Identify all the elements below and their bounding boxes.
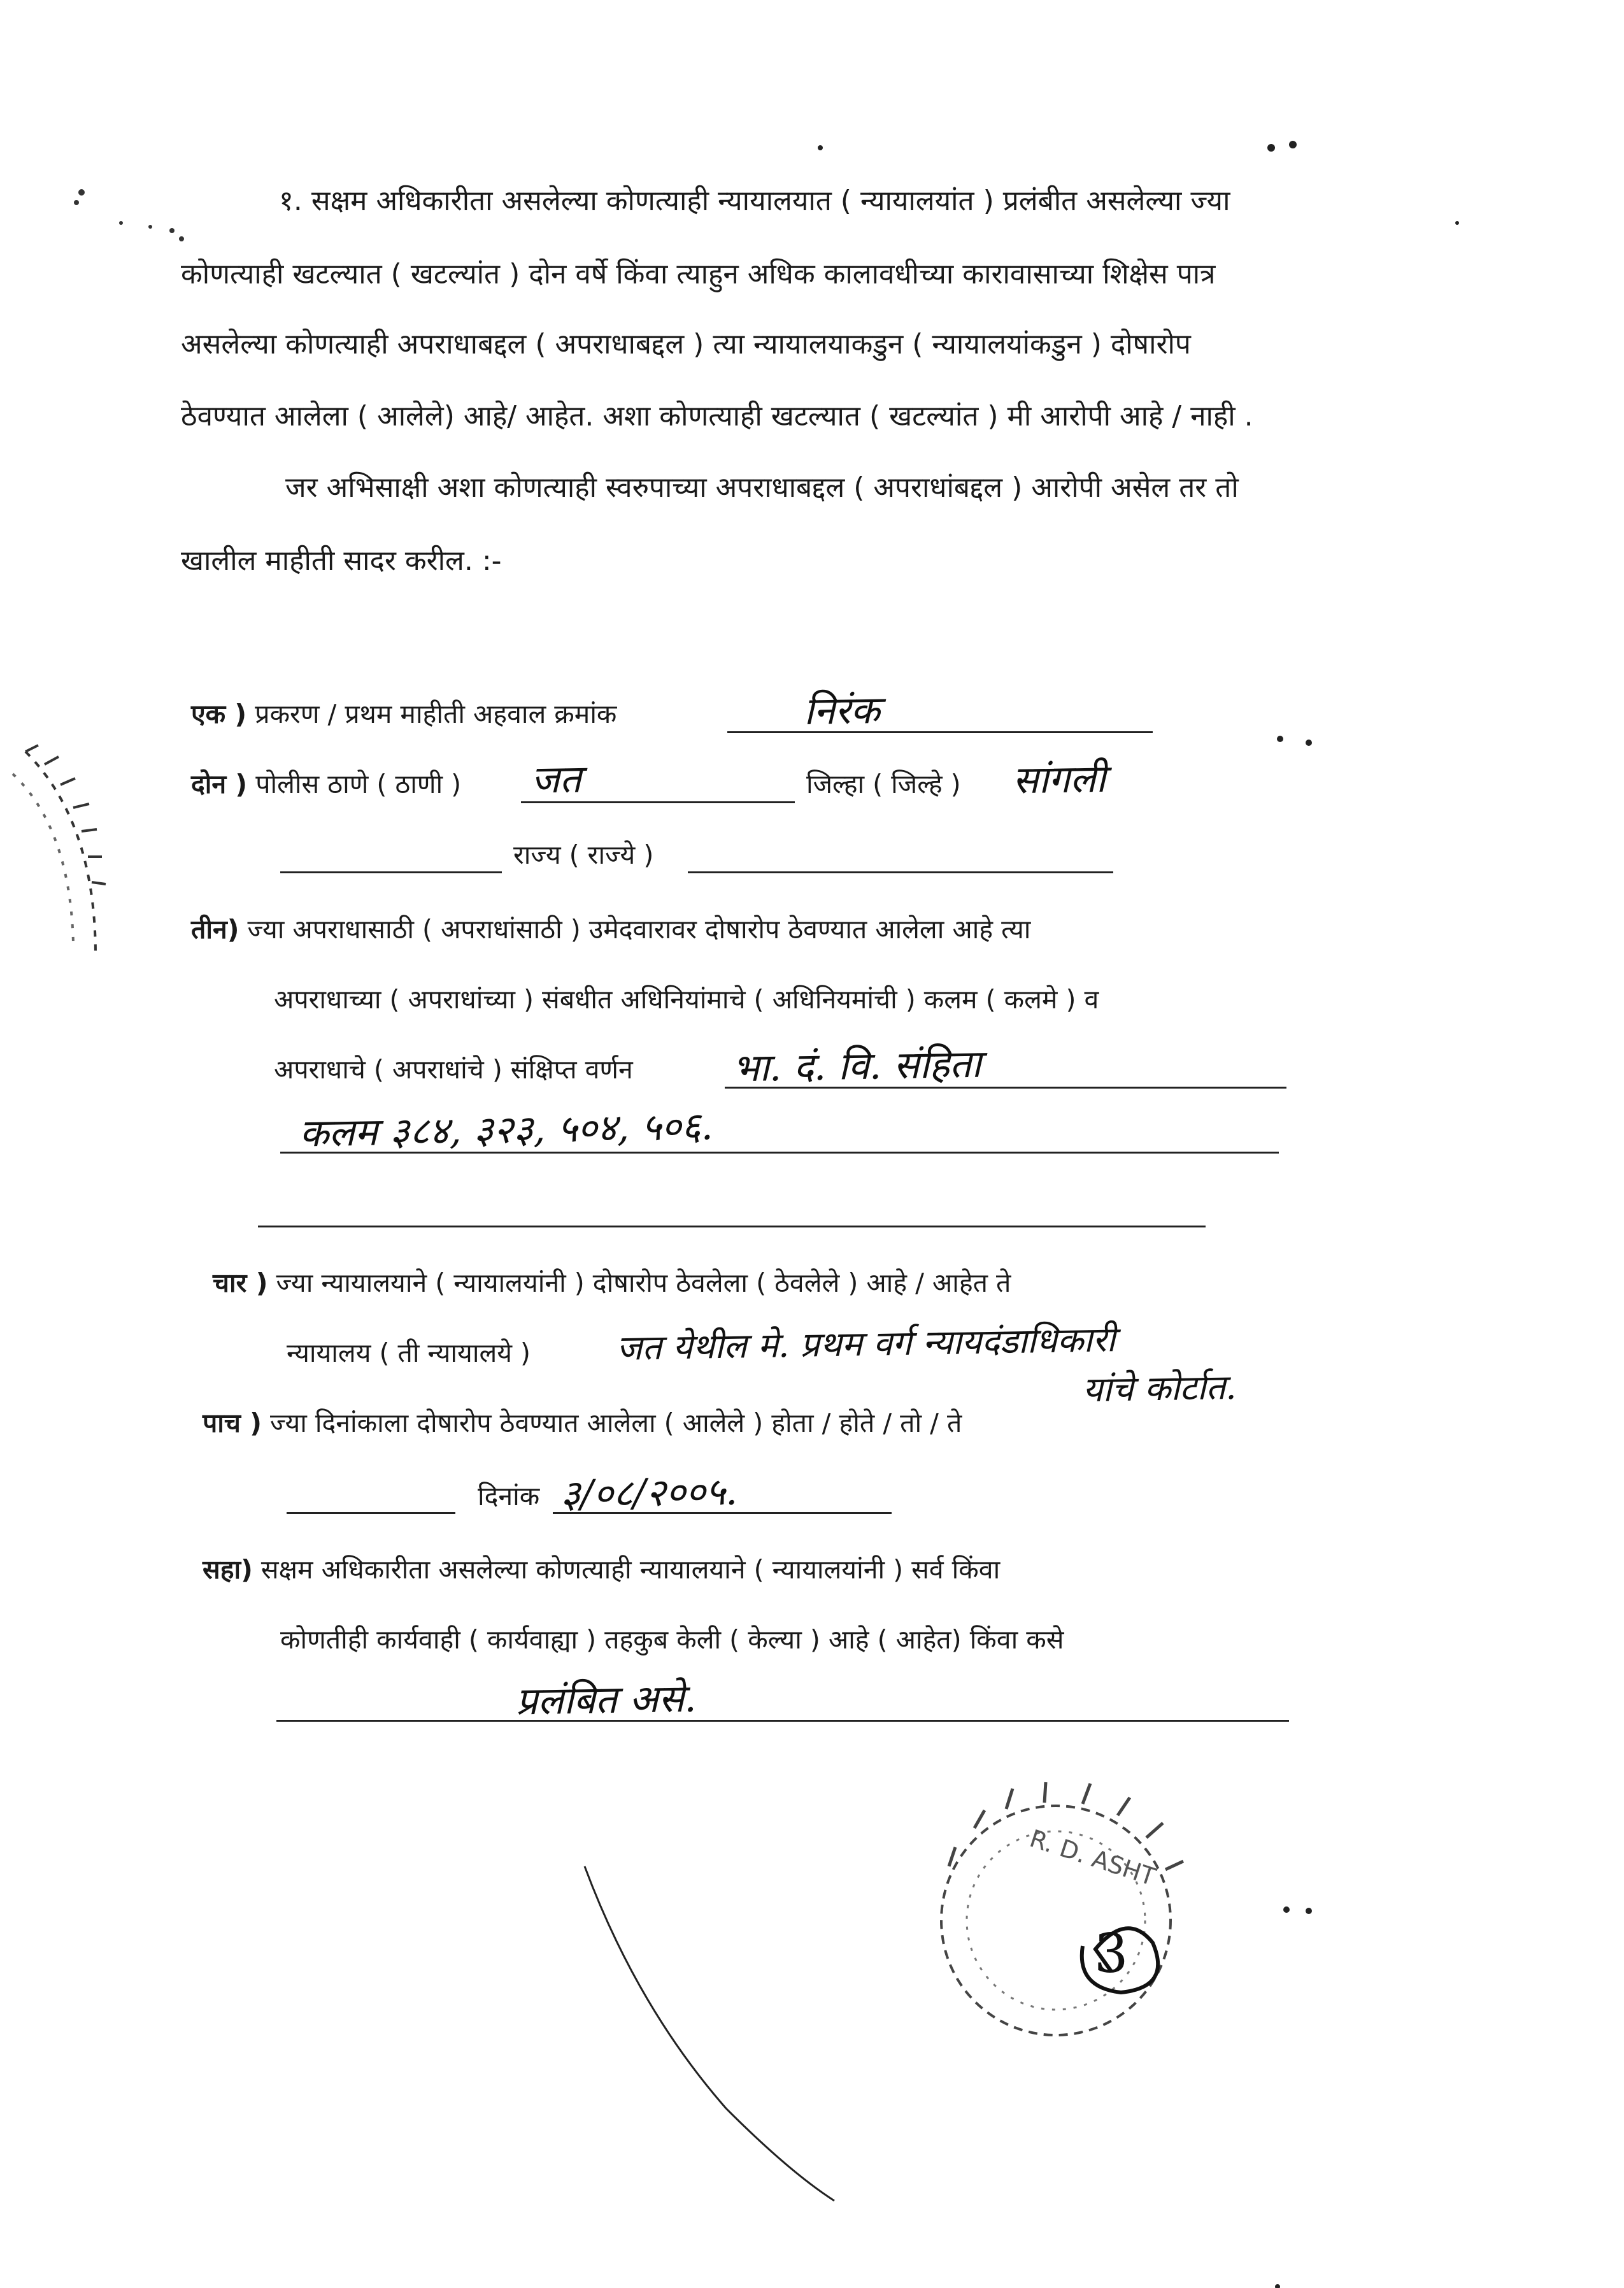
item-six-number: सहा) <box>203 1554 253 1585</box>
item-three-line-1: ज्या अपराधासाठी ( अपराधांसाठी ) उमेदवारावर दोषारोप ठेवण्यात आलेला आहे त्या <box>247 914 1031 945</box>
item-three-line-2: अपराधाच्या ( अपराधांच्या ) संबधीत अधिनियांमाचे ( अधिनियमांची ) कलम ( कलमे ) व <box>274 984 1099 1015</box>
item-two-state-label: राज्य ( राज्ये ) <box>513 840 654 870</box>
item-one-label: प्रकरण / प्रथम माहीती अहवाल क्रमांक <box>255 699 617 729</box>
item-two-station-label: पोलीस ठाणे ( ठाणी ) <box>255 769 462 799</box>
item-two-district-label: जिल्हा ( जिल्हे ) <box>806 769 961 799</box>
item-five-date-value: ३/०८/२००५. <box>560 1469 738 1517</box>
item-four-value-1: जत येथील मे. प्रथम वर्ग न्यायदंडाधिकारी <box>616 1319 1116 1368</box>
item-four-number: चार ) <box>213 1268 268 1298</box>
item-five-number: पाच ) <box>203 1408 262 1438</box>
item-four-line-2: न्यायालय ( ती न्यायालये ) <box>287 1338 531 1368</box>
item-one-number: एक ) <box>191 699 247 729</box>
item-three-line-3: अपराधाचे ( अपराधांचे ) संक्षिप्त वर्णन <box>274 1054 633 1085</box>
item-three-value-1: भा. दं. वि. संहिता <box>732 1041 982 1091</box>
pen-stroke <box>585 1866 834 2201</box>
item-five-date-label: दिनांक <box>478 1481 540 1512</box>
intro-line-3: असलेल्या कोणत्याही अपराधाबद्दल ( अपराधाबद्दल ) त्या न्यायालयाकडुन ( न्यायालयांकडुन ) दोषारोप <box>181 328 1191 361</box>
page-number: 3 <box>1094 1922 1129 1985</box>
seal-text: R. D. ASHT <box>1026 1824 1159 1891</box>
court-seal <box>941 1782 1183 2035</box>
item-six-line-2: कोणतीही कार्यवाही ( कार्यवाह्या ) तहकुब केली ( केल्या ) आहे ( आहेत) किंवा कसे <box>280 1624 1064 1655</box>
item-one-value: निरंक <box>803 687 881 734</box>
item-five-line-1: ज्या दिनांकाला दोषारोप ठेवण्यात आलेला ( आलेले ) होता / होते / तो / ते <box>270 1408 962 1438</box>
intro-line-2: कोणत्याही खटल्यात ( खटल्यांत ) दोन वर्षे किंवा त्याहुन अधिक कालावधीच्या कारावासाच्या शिक्षेस पात्र <box>181 258 1216 290</box>
intro-line-6: खालील माहीती सादर करील. :- <box>181 545 502 577</box>
intro-line-4: ठेवण्यात आलेला ( आलेले) आहे/ आहेत. अशा कोणत्याही खटल्यात ( खटल्यांत ) मी आरोपी आहे / नाही . <box>181 400 1253 433</box>
intro-line-1: १. सक्षम अधिकारीता असलेल्या कोणत्याही न्यायालयात ( न्यायालयांत ) प्रलंबीत असलेल्या ज्या <box>279 185 1230 217</box>
item-six-value: प्रलंबित असे. <box>515 1676 697 1724</box>
item-six-line-1: सक्षम अधिकारीता असलेल्या कोणत्याही न्यायालयाने ( न्यायालयांनी ) सर्व किंवा <box>260 1554 1001 1585</box>
item-three-number: तीन) <box>191 914 239 945</box>
item-two-station-value: जत <box>531 757 582 803</box>
item-four-line-1: ज्या न्यायालयाने ( न्यायालयांनी ) दोषारोप ठेवलेला ( ठेवलेले ) आहे / आहेत ते <box>276 1268 1011 1298</box>
item-two-number: दोन ) <box>191 769 248 799</box>
item-three-value-2: कलम ३८४, ३२३, ५०४, ५०६. <box>299 1104 714 1156</box>
left-stamp-fragment <box>13 745 106 955</box>
page-specks <box>818 141 1459 2288</box>
item-four-value-2: यांचे कोर्टात. <box>1082 1366 1237 1410</box>
item-two-district-value: सांगली <box>1012 756 1106 803</box>
intro-line-5: जर अभिसाक्षी अशा कोणत्याही स्वरुपाच्या अपराधाबद्दल ( अपराधांबद्दल ) आरोपी असेल तर तो <box>285 471 1239 504</box>
top-left-specks <box>74 189 184 241</box>
